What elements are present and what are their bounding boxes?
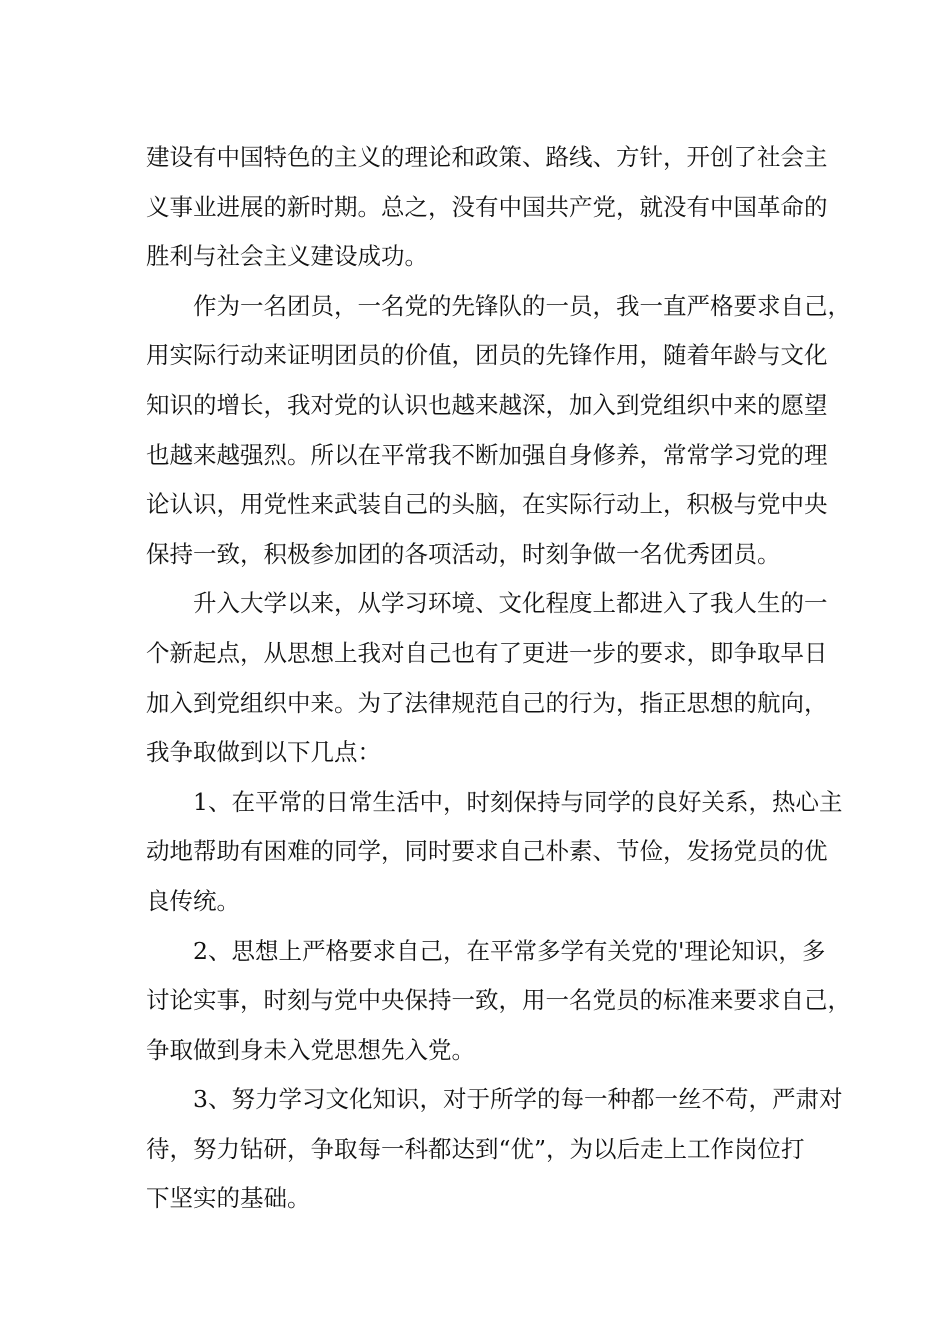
text-line: 良传统。 <box>146 886 240 915</box>
paragraph <box>146 579 836 777</box>
text-line: 保持一致，积极参加团的各项活动，时刻争做一名优秀团员。 <box>146 539 781 568</box>
paragraph <box>146 927 851 1076</box>
text-line: 我争取做到以下几点： <box>146 738 381 767</box>
text-line: 胜利与社会主义建设成功。 <box>146 242 428 271</box>
text-line: 作为一名团员，一名党的先锋队的一员，我一直严格要求自己， <box>193 291 851 320</box>
text-line: 1、在平常的日常生活中，时刻保持与同学的良好关系，热心主 <box>193 787 843 816</box>
text-line: 建设有中国特色的主义的理论和政策、路线、方针，开创了社会主 <box>146 143 828 171</box>
paragraph <box>146 133 836 282</box>
text-line: 讨论实事，时刻与党中央保持一致，用一名党员的标准来要求自己， <box>146 986 851 1015</box>
text-line: 义事业进展的新时期。总之，没有中国共产党，就没有中国革命的 <box>146 192 828 221</box>
text-line: 也越来越强烈。所以在平常我不断加强自身修养，常常学习党的理 <box>146 440 828 469</box>
text-line: 下坚实的基础。 <box>146 1184 311 1213</box>
text-line: 加入到党组织中来。为了法律规范自己的行为，指正思想的航向， <box>146 688 828 717</box>
text-line: 用实际行动来证明团员的价值，团员的先锋作用，随着年龄与文化 <box>146 341 828 370</box>
text-line: 升入大学以来，从学习环境、文化程度上都进入了我人生的一 <box>193 589 828 618</box>
text-line: 动地帮助有困难的同学，同时要求自己朴素、节俭，发扬党员的优 <box>146 837 828 866</box>
paragraph <box>146 282 851 580</box>
text-line: 2、思想上严格要求自己，在平常多学有关党的'理论知识，多 <box>193 936 826 965</box>
paragraph <box>146 778 843 927</box>
text-line: 个新起点，从思想上我对自己也有了更进一步的要求，即争取早日 <box>146 638 828 667</box>
document-body <box>146 133 851 1224</box>
text-line: 论认识，用党性来武装自己的头脑，在实际行动上，积极与党中央 <box>146 490 828 519</box>
paragraph <box>146 1075 843 1224</box>
text-line: 争取做到身未入党思想先入党。 <box>146 1035 475 1064</box>
text-line: 知识的增长，我对党的认识也越来越深，加入到党组织中来的愿望 <box>146 390 828 419</box>
text-line: 3、努力学习文化知识，对于所学的每一种都一丝不苟，严肃对 <box>193 1085 843 1114</box>
text-line: 待，努力钻研，争取每一科都达到“优”，为以后走上工作岗位打 <box>146 1134 805 1163</box>
